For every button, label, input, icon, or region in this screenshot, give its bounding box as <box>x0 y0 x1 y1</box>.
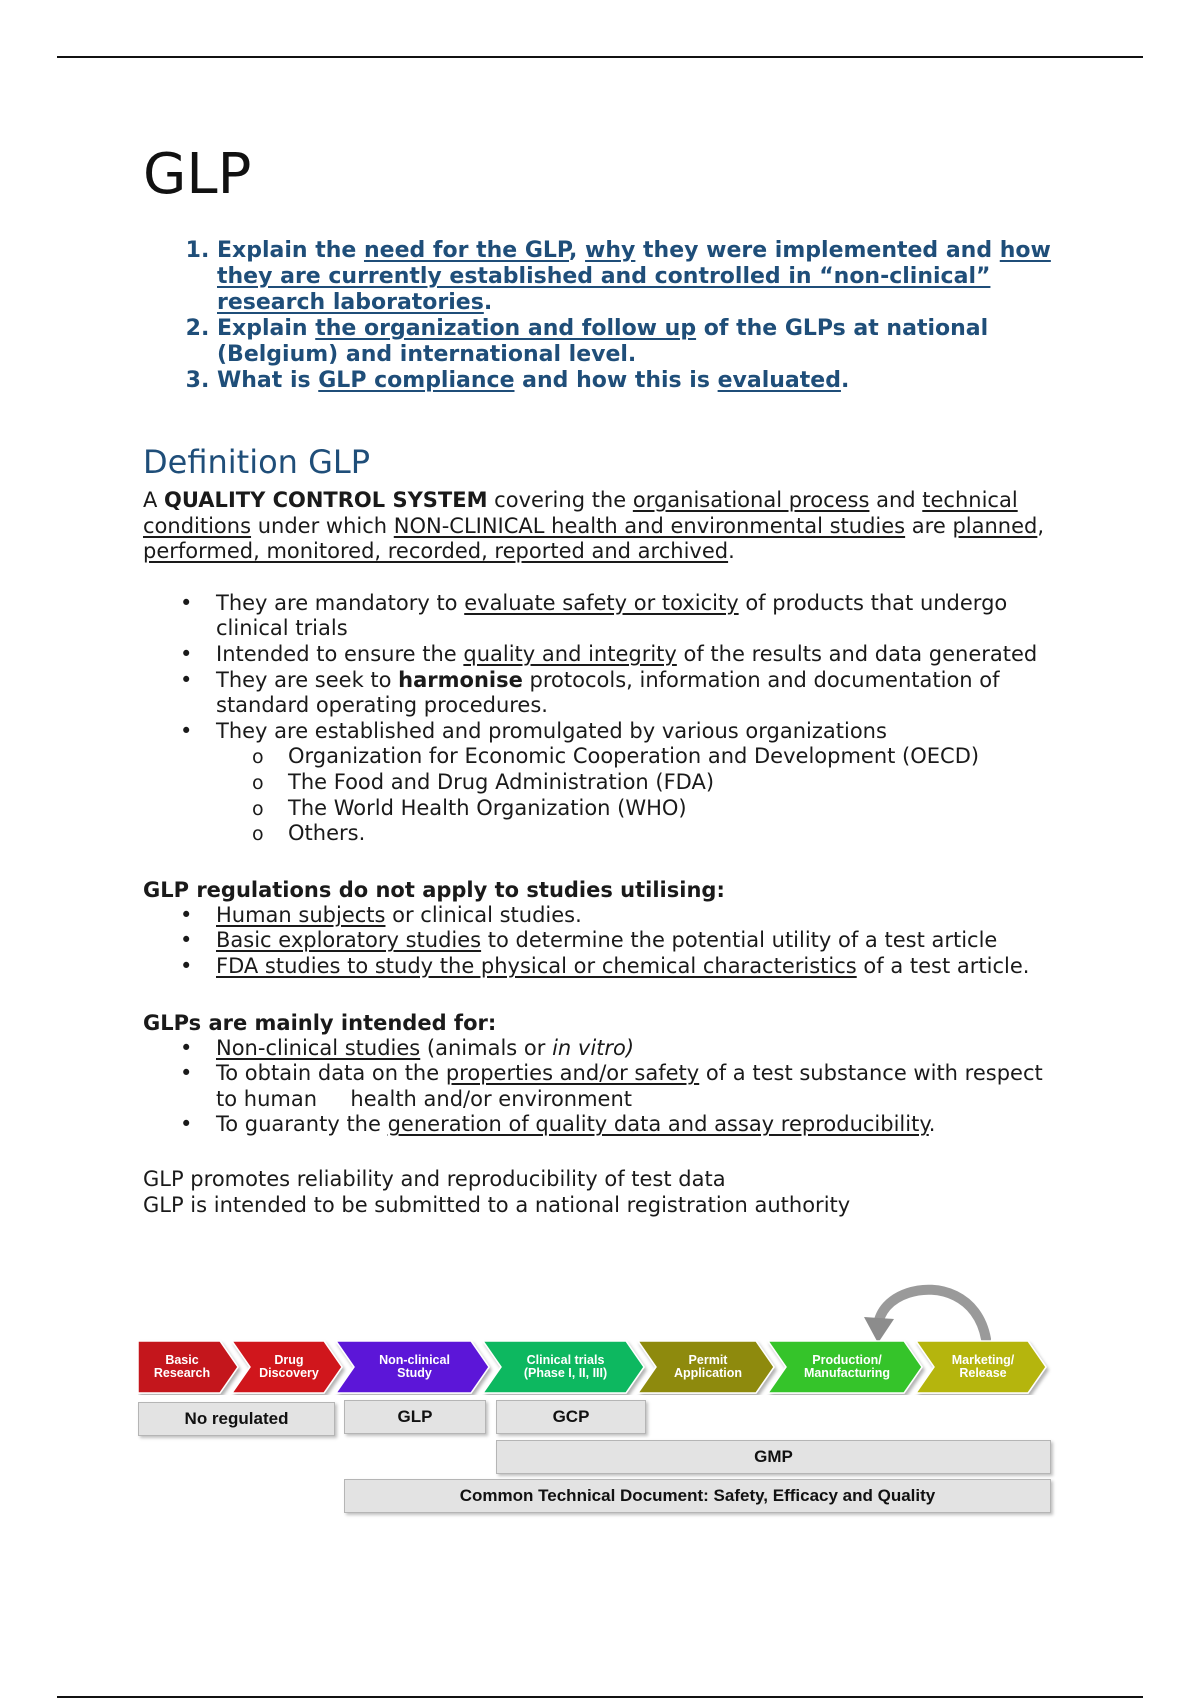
stage-label: Production/ <box>812 1353 882 1367</box>
item-underline: Human subjects <box>216 902 386 927</box>
stage-label: (Phase I, II, III) <box>523 1366 608 1380</box>
def-text: . <box>728 539 735 564</box>
organization-item: o The Food and Drug Administration (FDA) <box>288 770 1063 796</box>
question-1 <box>217 238 1063 316</box>
bullet-item <box>216 591 1063 642</box>
q1-text: Explain the <box>217 238 364 263</box>
organization-list <box>216 744 1063 846</box>
q1-text: . <box>483 290 493 315</box>
organization-item: o Others. <box>288 821 1063 847</box>
def-underline: planned <box>952 513 1038 538</box>
item-text: . <box>928 1112 936 1137</box>
stage-label: Release <box>959 1366 1007 1380</box>
gmp-bar: GMP <box>496 1440 1051 1474</box>
no-regulated-bar: No regulated <box>138 1402 335 1436</box>
intended-item <box>216 1036 1063 1062</box>
bullet-item <box>216 642 1063 668</box>
stage-label: Application <box>673 1366 743 1380</box>
stage-label: Marketing/ <box>951 1353 1015 1367</box>
stage-label: Study <box>397 1366 432 1380</box>
def-text: and <box>869 488 923 512</box>
item-text: of a test substance with respect to human health and/or environment <box>216 1061 1050 1111</box>
def-bold: QUALITY CONTROL SYSTEM <box>164 488 488 512</box>
def-underline: performed, monitored, recorded, reported and archived <box>143 539 729 564</box>
def-underline: technical conditions <box>143 488 1018 538</box>
item-text: of a test article. <box>856 953 1030 978</box>
item-underline: FDA studies to study the physical or chemical characteristics <box>216 953 857 978</box>
notes <box>143 1166 1063 1218</box>
section-heading-definition: Definition GLP <box>143 443 371 481</box>
bullet-text: protocols, information and documentation of standard operating procedures. <box>216 667 1000 718</box>
item-text: to determine the potential utility of a test article <box>481 928 998 953</box>
header-rule <box>57 56 1143 58</box>
q1-link-how: how they are currently established and controlled in “non-clinical” research laboratories <box>217 238 1051 315</box>
bullet-underline: evaluate safety or toxicity <box>464 590 739 615</box>
glp-process-diagram <box>138 1275 1058 1515</box>
q2-text: of the GLPs at national (Belgium) and international level. <box>217 316 989 367</box>
not-apply-heading: GLP regulations do not apply to studies utilising: <box>143 877 725 902</box>
intended-item <box>216 1061 1063 1112</box>
item-underline: Non-clinical studies <box>216 1035 421 1060</box>
stage-label: Basic <box>165 1353 199 1367</box>
not-apply-list <box>143 903 1063 980</box>
question-2 <box>217 316 1063 368</box>
organization-item: o Organization for Economic Cooperation and Development (OECD) <box>288 744 1063 770</box>
q1-link-why: why <box>585 238 636 263</box>
stage-label: Research <box>153 1366 211 1380</box>
item-italic: in vitro) <box>552 1035 635 1060</box>
q3-text: and how this is <box>514 368 718 393</box>
q3-link-compliance: GLP compliance <box>318 368 515 393</box>
glp-bar: GLP <box>344 1400 486 1434</box>
def-text: under which <box>251 513 394 538</box>
loop-arrow-icon <box>878 1290 986 1339</box>
bullet-text: Intended to ensure the <box>216 641 464 666</box>
stage-label: Permit <box>688 1353 728 1367</box>
q2-text: Explain <box>217 316 316 341</box>
item-text: To obtain data on the <box>216 1061 446 1086</box>
intended-item <box>216 1112 1063 1138</box>
organization-item: o The World Health Organization (WHO) <box>288 796 1063 822</box>
q3-text: . <box>840 368 850 393</box>
page-title: GLP <box>143 142 252 207</box>
intended-heading: GLPs are mainly intended for: <box>143 1010 497 1035</box>
bullet-text: They are mandatory to <box>216 590 465 615</box>
def-underline: organisational process <box>632 488 870 512</box>
stage-arrows <box>138 1275 1058 1395</box>
item-underline: properties and/or safety <box>445 1061 700 1086</box>
def-text: , <box>1037 513 1045 538</box>
q2-link-organization: the organization and follow up <box>315 316 697 341</box>
intended-list <box>143 1036 1063 1138</box>
bullet-text: They are seek to <box>216 667 399 692</box>
bullet-text: of the results and data generated <box>676 641 1038 666</box>
def-text: A <box>143 488 165 512</box>
stage-label: Manufacturing <box>803 1366 891 1380</box>
bullet-underline: quality and integrity <box>463 641 677 666</box>
bullet-text: of products that undergo clinical trials <box>216 590 1008 641</box>
bullet-bold: harmonise <box>398 667 523 692</box>
question-list <box>143 238 1063 394</box>
stage-label: Non-clinical <box>379 1353 450 1367</box>
bullet-item <box>216 668 1063 719</box>
definition-paragraph <box>143 488 1063 565</box>
note-line: GLP promotes reliability and reproducibility of test data <box>143 1166 726 1191</box>
q3-link-evaluated: evaluated <box>717 368 841 393</box>
note-line: GLP is intended to be submitted to a national registration authority <box>143 1192 851 1217</box>
page-content <box>143 140 1063 1218</box>
q1-text: , <box>569 238 586 263</box>
def-text: covering the <box>487 488 633 512</box>
q1-text: they were implemented and <box>635 238 1000 263</box>
def-text: are <box>905 513 953 538</box>
not-apply-item <box>216 954 1063 980</box>
stage-label: Clinical trials <box>526 1353 605 1367</box>
footer-rule <box>57 1696 1143 1698</box>
definition-bullets <box>143 591 1063 847</box>
stage-label: Discovery <box>259 1366 319 1380</box>
not-apply-item <box>216 928 1063 954</box>
stage-label: Drug <box>274 1353 304 1367</box>
question-3 <box>217 368 1063 394</box>
item-text: or clinical studies. <box>385 902 582 927</box>
q3-text: What is <box>217 368 319 393</box>
gcp-bar: GCP <box>496 1400 646 1434</box>
not-apply-item <box>216 903 1063 929</box>
item-text: To guaranty the <box>216 1112 388 1137</box>
bullet-item <box>216 719 1063 847</box>
bullet-text: They are established and promulgated by various organizations <box>216 718 887 743</box>
loop-arrowhead-icon <box>864 1317 894 1343</box>
def-underline: NON-CLINICAL health and environmental studies <box>393 513 906 538</box>
item-underline: generation of quality data and assay reproducibility <box>387 1112 929 1137</box>
ctd-bar: Common Technical Document: Safety, Efficacy and Quality <box>344 1479 1051 1513</box>
item-text: (animals or <box>420 1035 553 1060</box>
q1-link-need: need for the GLP <box>363 238 570 263</box>
item-underline: Basic exploratory studies <box>216 928 482 953</box>
